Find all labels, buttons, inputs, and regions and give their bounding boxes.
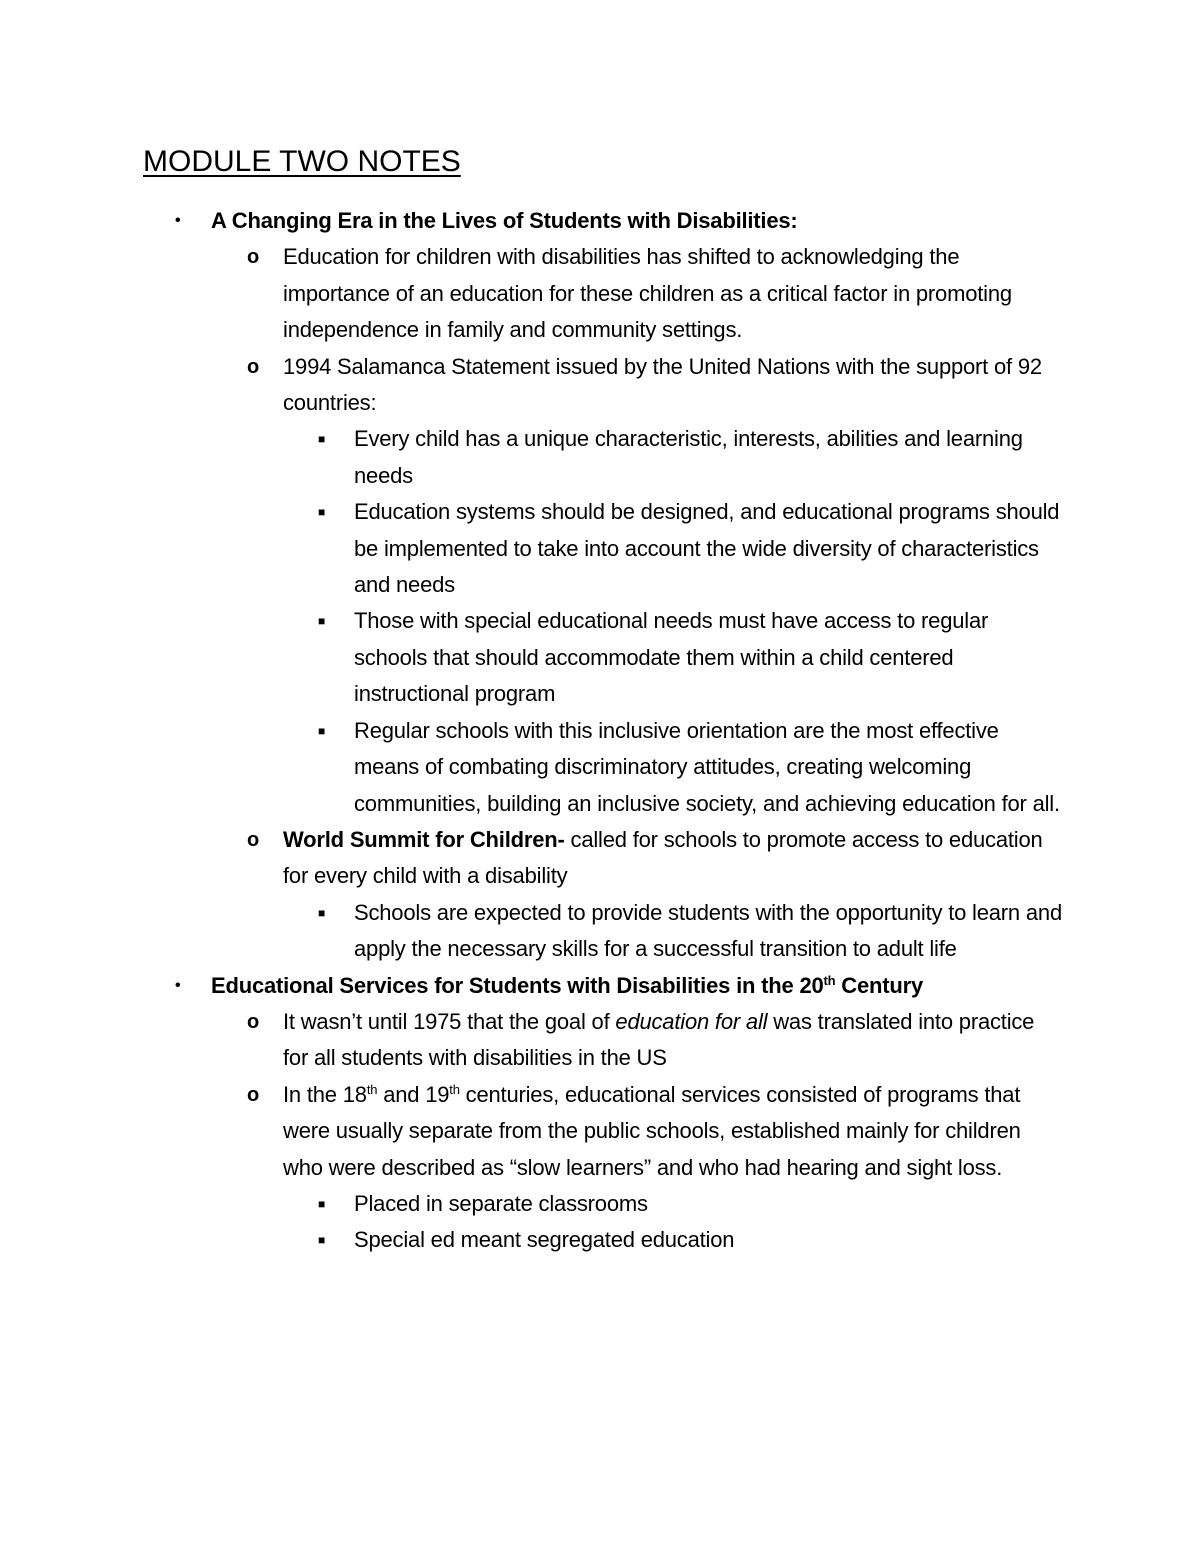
section-heading-changing-era: • A Changing Era in the Lives of Students with Disabilities: xyxy=(0,203,1071,239)
list-item: o World Summit for Children- called for schools to promote access to education for every child with a disability xyxy=(0,822,1058,895)
italic-text: education for all xyxy=(615,1008,768,1034)
list-item: ■ Those with special educational needs must have access to regular schools that should accommodate them within a child centered instructional program xyxy=(0,603,1064,712)
list-item: ■ Special ed meant segregated education xyxy=(0,1222,1064,1258)
bullet-circle-icon: o xyxy=(247,355,260,378)
bullet-circle-icon: o xyxy=(247,1083,260,1106)
bullet-dot-icon: • xyxy=(175,212,181,229)
list-item: o In the 18th and 19th centuries, educational services consisted of programs that were usually separate from the public schools, established mainly for children who were described as “slow learners” and who had hearing and sight loss. xyxy=(0,1077,1058,1186)
list-item: ■ Education systems should be designed, and educational programs should be implemented to take into account the wide diversity of characteristics and needs xyxy=(0,494,1064,603)
bullet-circle-icon: o xyxy=(247,246,260,269)
bullet-dot-icon: • xyxy=(175,976,181,994)
list-item: o Education for children with disabilities has shifted to acknowledging the importance of an education for these children as a critical factor in promoting independence in family and community settings. xyxy=(0,239,1058,348)
list-item: o 1994 Salamanca Statement issued by the United Nations with the support of 92 countries: xyxy=(0,349,1058,422)
bullet-square-icon: ■ xyxy=(318,1196,326,1211)
list-item: ■ Regular schools with this inclusive orientation are the most effective means of combating discriminatory attitudes, creating welcoming communities, building an inclusive society, and achieving education for all. xyxy=(0,713,1064,822)
bullet-square-icon: ■ xyxy=(318,905,326,920)
page-title: MODULE TWO NOTES xyxy=(143,145,461,178)
bullet-square-icon: ■ xyxy=(318,432,326,447)
notes-outline xyxy=(0,203,1200,1259)
bullet-circle-icon: o xyxy=(247,828,260,851)
bullet-square-icon: ■ xyxy=(318,723,326,738)
bold-lead-text: World Summit for Children- xyxy=(283,826,565,852)
section-heading-educational-services: • Educational Services for Students with Disabilities in the 20th Century xyxy=(0,968,1071,1004)
list-item: o It wasn’t until 1975 that the goal of education for all was translated into practice for all students with disabilities in the US xyxy=(0,1004,1058,1077)
bullet-square-icon: ■ xyxy=(318,1233,326,1248)
list-item: ■ Placed in separate classrooms xyxy=(0,1186,1064,1222)
list-item: ■ Schools are expected to provide students with the opportunity to learn and apply the necessary skills for a successful transition to adult life xyxy=(0,895,1064,968)
bullet-square-icon: ■ xyxy=(318,614,326,629)
bullet-square-icon: ■ xyxy=(318,505,326,520)
list-item: ■ Every child has a unique characteristic, interests, abilities and learning needs xyxy=(0,421,1064,494)
bullet-circle-icon: o xyxy=(247,1010,260,1033)
